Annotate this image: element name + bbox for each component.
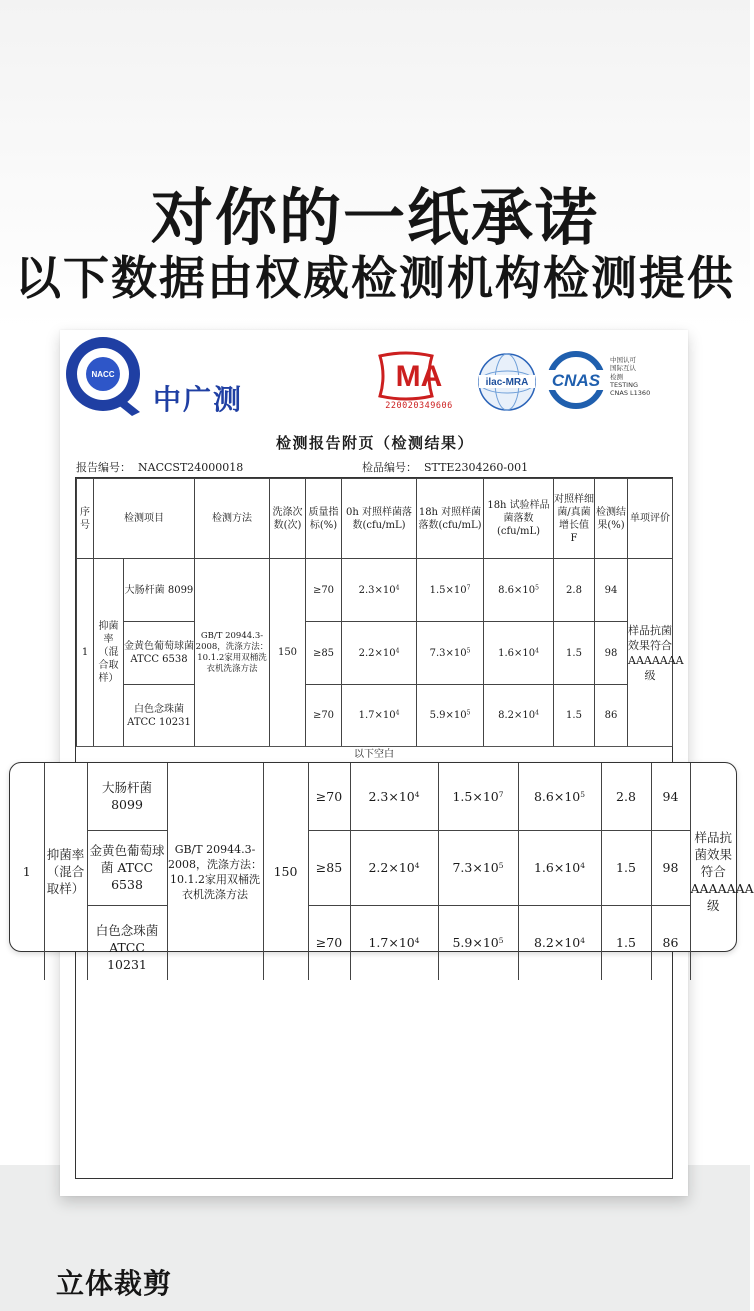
ilac-text: ilac-MRA <box>485 377 529 388</box>
sample-number-label: 检品编号： <box>362 461 417 474</box>
c18-cell: $1.5\times 10^7$ <box>417 559 484 622</box>
header-result: 检测结果(%) <box>595 479 628 559</box>
header-c0: 0h 对照样菌落数(cfu/mL) <box>342 479 417 559</box>
report-number-label: 报告编号： <box>76 461 131 474</box>
growth-cell: 1.5 <box>554 685 595 747</box>
result-cell: 86 <box>651 905 690 980</box>
result-cell: 98 <box>651 830 690 905</box>
method-cell: GB/T 20944.3-2008，洗涤方法：10.1.2家用双桶洗衣机洗涤方法 <box>167 763 263 980</box>
report-number <box>76 459 243 475</box>
category-cell: 抑菌率（混合取样） <box>94 559 124 747</box>
organism-cell: 金黄色葡萄球菌 ATCC 6538 <box>87 830 167 905</box>
result-cell: 86 <box>595 685 628 747</box>
cnas-line-2: 国际互认 <box>610 364 636 373</box>
headline-title: 对你的一纸承诺 <box>150 181 599 254</box>
footer-label: 立体裁剪 <box>56 1267 173 1300</box>
blank-note: 以下空白 <box>354 749 394 760</box>
nacc-logo-icon <box>62 334 154 416</box>
verdict-cell: 样品抗菌效果符合AAAAAAA级 <box>690 763 736 980</box>
c0-cell: $1.7\times 10^4$ <box>342 685 417 747</box>
organism-cell: 金黄色葡萄球菌 ATCC 6538 <box>124 622 195 685</box>
magnified-detail <box>9 762 754 972</box>
cnas-line-5: CNAS L1360 <box>610 389 651 398</box>
growth-cell: 1.5 <box>601 905 651 980</box>
result-cell: 94 <box>651 763 690 830</box>
headline-subtitle: 以下数据由权威检测机构检测提供 <box>15 251 735 305</box>
cnas-line-1: 中国认可 <box>610 356 636 364</box>
cma-logo-icon <box>376 352 462 400</box>
growth-cell: 2.8 <box>601 763 651 830</box>
seq-cell: 1 <box>77 559 94 747</box>
header-method: 检测方法 <box>195 479 270 559</box>
header-seq: 序号 <box>77 479 94 559</box>
c18-cell: $1.5\times 10^7$ <box>438 763 518 830</box>
cnas-text: CNAS <box>551 371 601 390</box>
cnas-line-4: TESTING <box>610 380 638 389</box>
quality-cell: ≥70 <box>306 559 342 622</box>
nacc-badge-text: NACC <box>91 370 115 379</box>
t18-cell: $8.6\times 10^5$ <box>484 559 554 622</box>
c18-cell: $7.3\times 10^5$ <box>417 622 484 685</box>
table-row <box>10 905 736 980</box>
table-header-row <box>77 479 673 559</box>
table-row <box>10 763 736 830</box>
magnified-table <box>10 763 754 980</box>
result-cell: 94 <box>595 559 628 622</box>
results-table <box>76 478 684 747</box>
header-verdict: 单项评价 <box>628 479 673 559</box>
cma-text: MA <box>395 360 443 393</box>
result-cell: 98 <box>595 622 628 685</box>
cnas-info <box>610 356 650 397</box>
washes-cell: 150 <box>270 559 306 747</box>
sample-number-value: STTE2304260-001 <box>424 461 529 474</box>
category-cell: 抑菌率（混合取样） <box>44 763 87 980</box>
table-row <box>10 830 736 905</box>
header-item: 检测项目 <box>94 479 195 559</box>
header-quality: 质量指标(%) <box>306 479 342 559</box>
c18-cell: $5.9\times 10^5$ <box>438 905 518 980</box>
cma-number: 220020349606 <box>385 401 453 411</box>
t18-cell: $8.2\times 10^4$ <box>518 905 601 980</box>
table-row <box>77 622 673 685</box>
ilac-logo-icon <box>476 352 538 412</box>
seq-cell: 1 <box>10 763 44 980</box>
report-number-value: NACCST24000018 <box>138 461 244 474</box>
method-cell: GB/T 20944.3-2008，洗涤方法：10.1.2家用双桶洗衣机洗涤方法 <box>195 559 270 747</box>
c18-cell: $5.9\times 10^5$ <box>417 685 484 747</box>
t18-cell: $1.6\times 10^4$ <box>518 830 601 905</box>
organism-cell: 白色念珠菌 ATCC 10231 <box>124 685 195 747</box>
sample-number <box>362 459 528 475</box>
c0-cell: $2.3\times 10^4$ <box>350 763 438 830</box>
organism-cell: 大肠杆菌 8099 <box>87 763 167 830</box>
growth-cell: 2.8 <box>554 559 595 622</box>
header-c18: 18h 对照样菌落数(cfu/mL) <box>417 479 484 559</box>
organism-cell: 白色念珠菌 ATCC 10231 <box>87 905 167 980</box>
header-growth: 对照样细菌/真菌增长值 F <box>554 479 595 559</box>
cnas-logo-icon <box>544 352 608 408</box>
growth-cell: 1.5 <box>554 622 595 685</box>
table-row <box>77 559 673 622</box>
blank-divider <box>76 746 672 747</box>
nacc-name: 中广测 <box>153 383 244 416</box>
c0-cell: $2.2\times 10^4$ <box>342 622 417 685</box>
t18-cell: $8.6\times 10^5$ <box>518 763 601 830</box>
t18-cell: $1.6\times 10^4$ <box>484 622 554 685</box>
growth-cell: 1.5 <box>601 830 651 905</box>
organism-cell: 大肠杆菌 8099 <box>124 559 195 622</box>
verdict-cell: 样品抗菌效果符合AAAAAAA级 <box>628 559 673 747</box>
quality-cell: ≥85 <box>306 622 342 685</box>
quality-cell: ≥85 <box>308 830 350 905</box>
c18-cell: $7.3\times 10^5$ <box>438 830 518 905</box>
washes-cell: 150 <box>263 763 308 980</box>
quality-cell: ≥70 <box>308 905 350 980</box>
header-t18: 18h 试验样品菌落数(cfu/mL) <box>484 479 554 559</box>
c0-cell: $2.2\times 10^4$ <box>350 830 438 905</box>
quality-cell: ≥70 <box>308 763 350 830</box>
quality-cell: ≥70 <box>306 685 342 747</box>
header-washes: 洗涤次数(次) <box>270 479 306 559</box>
c0-cell: $1.7\times 10^4$ <box>350 905 438 980</box>
report-title: 检测报告附页（检测结果） <box>275 434 474 452</box>
cnas-line-3: 检测 <box>610 372 623 381</box>
c0-cell: $2.3\times 10^4$ <box>342 559 417 622</box>
table-row <box>77 685 673 747</box>
t18-cell: $8.2\times 10^4$ <box>484 685 554 747</box>
